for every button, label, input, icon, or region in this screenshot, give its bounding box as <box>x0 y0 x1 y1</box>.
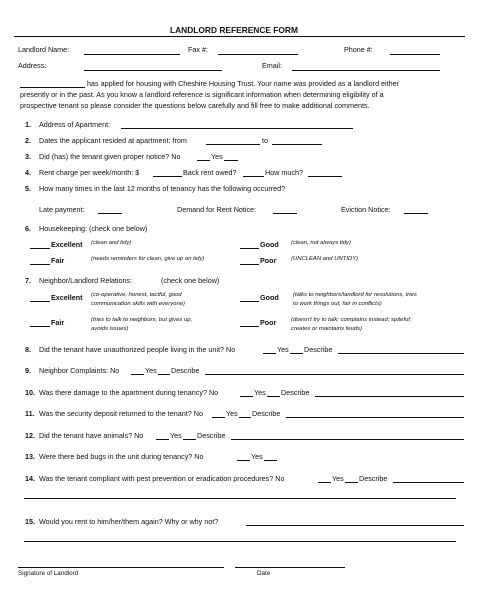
q6-fair-check[interactable] <box>30 264 50 265</box>
signature-label: Signature of Landlord <box>18 570 79 577</box>
q3-text: Did (has) the tenant given proper notice? No <box>39 152 181 161</box>
q5-demand-label: Demand for Rent Notice: <box>177 205 257 214</box>
q10-describe-label: Describe <box>281 388 310 397</box>
q13-yes-field[interactable] <box>264 460 277 461</box>
q6-fair-label: Fair <box>51 256 65 265</box>
q6-poor-check[interactable] <box>240 264 259 265</box>
q13-text: Were there bed bugs in the unit during tenancy? No <box>39 452 204 461</box>
q3-number: 3. <box>25 152 31 161</box>
q7-text: Neighbor/Landlord Relations: <box>39 276 133 285</box>
q13-no-field[interactable] <box>237 460 250 461</box>
q6-good-label: Good <box>260 240 279 249</box>
q5-number: 5. <box>25 184 31 193</box>
title-rule <box>14 36 465 37</box>
q6-good-desc: (clean, not always tidy) <box>291 240 351 246</box>
date-label: Date <box>257 570 271 577</box>
fax-label: Fax #: <box>188 45 208 54</box>
q2-number: 2. <box>25 136 31 145</box>
q4-how-much-field[interactable] <box>308 176 342 177</box>
q8-yes-field[interactable] <box>290 353 303 354</box>
q5-late-label: Late payment: <box>39 205 85 214</box>
q15-answer-field[interactable] <box>246 525 464 526</box>
q3-yes-field[interactable] <box>224 160 238 161</box>
q15-answer-line-2[interactable] <box>24 541 456 542</box>
email-field[interactable] <box>292 70 440 71</box>
q9-text: Neighbor Complaints: No <box>39 366 120 375</box>
address-field[interactable] <box>84 70 222 71</box>
page-title: LANDLORD REFERENCE FORM <box>170 25 298 35</box>
q10-yes-label: Yes <box>254 388 266 397</box>
q14-number: 14. <box>25 474 35 483</box>
q14-text: Was the tenant compliant with pest prevention or eradication procedures? No <box>39 474 285 483</box>
q6-poor-label: Poor <box>260 256 277 265</box>
q8-number: 8. <box>25 345 31 354</box>
q14-no-field[interactable] <box>318 482 331 483</box>
q7-check-label: (check one below) <box>161 276 220 285</box>
q11-text: Was the security deposit returned to the tenant? No <box>39 409 203 418</box>
q14-describe-label: Describe <box>359 474 388 483</box>
fax-field[interactable] <box>218 54 298 55</box>
q7-poor-desc-2: creates or maintains feuds) <box>291 326 363 332</box>
q10-no-field[interactable] <box>240 396 253 397</box>
q12-text: Did the tenant have animals? No <box>39 431 144 440</box>
q4-back-rent-field[interactable] <box>243 176 264 177</box>
q5-demand-field[interactable] <box>273 213 297 214</box>
q7-fair-label: Fair <box>51 318 65 327</box>
q15-text: Would you rent to him/her/them again? Why or why not? <box>39 517 219 526</box>
q7-fair-check[interactable] <box>30 326 50 327</box>
landlord-name-label: Landlord Name: <box>18 45 70 54</box>
q13-yes-label: Yes <box>251 452 263 461</box>
q8-text: Did the tenant have unauthorized people living in the unit? No <box>39 345 236 354</box>
q4-back-rent-label: Back rent owed? <box>183 168 237 177</box>
phone-label: Phone #: <box>344 45 373 54</box>
q7-number: 7. <box>25 276 31 285</box>
q9-no-field[interactable] <box>131 374 144 375</box>
q1-number: 1. <box>25 120 31 129</box>
q7-good-desc-2: to work things out, fair in conflicts) <box>293 301 382 307</box>
q11-describe-label: Describe <box>252 409 281 418</box>
q3-yes-label: Yes <box>211 152 223 161</box>
q10-yes-field[interactable] <box>267 396 280 397</box>
q6-poor-desc: (UNCLEAN and UNTIDY) <box>291 256 359 262</box>
q7-poor-check[interactable] <box>240 326 259 327</box>
q12-describe-label: Describe <box>197 431 226 440</box>
q10-text: Was there damage to the apartment during tenancy? No <box>39 388 219 397</box>
q11-describe-field[interactable] <box>286 417 464 418</box>
q11-no-field[interactable] <box>212 417 225 418</box>
q12-no-field[interactable] <box>156 439 169 440</box>
q15-number: 15. <box>25 517 35 526</box>
q9-describe-label: Describe <box>171 366 200 375</box>
q9-number: 9. <box>25 366 31 375</box>
q6-excellent-check[interactable] <box>30 248 50 249</box>
q7-good-label: Good <box>260 293 279 302</box>
address-label: Address: <box>18 61 47 70</box>
q11-yes-label: Yes <box>226 409 238 418</box>
q14-yes-label: Yes <box>332 474 344 483</box>
q6-good-check[interactable] <box>240 248 259 249</box>
intro-line-2: presently or in the past. As you know a landlord reference is significant information when determining eligibility of a <box>20 90 384 99</box>
q7-good-check[interactable] <box>240 301 259 302</box>
q2-to-label: to <box>262 136 268 145</box>
q5-eviction-label: Eviction Notice: <box>341 205 391 214</box>
q7-excellent-desc-1: (co-operative, honest, tactful, good <box>91 292 182 298</box>
intro-line-3: prospective tenant so please consider the questions below carefully and fill free to make additional comments. <box>20 101 370 110</box>
q3-no-field[interactable] <box>197 160 210 161</box>
phone-field[interactable] <box>390 54 440 55</box>
intro-line-1: has applied for housing with Cheshire Housing Trust. Your name was provided as a landlord either <box>87 79 400 88</box>
q7-excellent-desc-2: communication skills with everyone) <box>91 301 185 307</box>
date-field[interactable] <box>235 567 345 568</box>
q8-describe-field[interactable] <box>338 353 464 354</box>
q11-number: 11. <box>25 409 35 418</box>
q5-text: How many times in the last 12 months of tenancy has the following occurred? <box>39 184 286 193</box>
q8-no-field[interactable] <box>263 353 276 354</box>
q2-to-field[interactable] <box>272 144 322 145</box>
q7-poor-desc-1: (doesn't try to talk; complains instead; spiteful; <box>291 317 412 323</box>
q2-from-field[interactable] <box>206 144 260 145</box>
q7-good-desc-1: (talks to neighbors/landlord for resolutions, tries <box>293 292 417 298</box>
q9-describe-field[interactable] <box>205 374 464 375</box>
q12-yes-field[interactable] <box>183 439 196 440</box>
q8-describe-label: Describe <box>304 345 333 354</box>
q1-answer-field[interactable] <box>121 128 353 129</box>
q6-fair-desc: (needs reminders for clean, give up on tidy) <box>91 256 205 262</box>
q12-describe-field[interactable] <box>231 439 464 440</box>
q7-fair-desc-1: (tries to talk to neighbors, but gives up, <box>91 317 193 323</box>
q14-describe-field[interactable] <box>393 482 464 483</box>
q11-yes-field[interactable] <box>239 417 251 418</box>
q6-text: Housekeeping: (check one below) <box>39 224 148 233</box>
q9-yes-label: Yes <box>145 366 157 375</box>
q13-number: 13. <box>25 452 35 461</box>
q1-text: Address of Apartment: <box>39 120 111 129</box>
q9-yes-field[interactable] <box>158 374 170 375</box>
q4-number: 4. <box>25 168 31 177</box>
q7-fair-desc-2: avoids issues) <box>91 326 129 332</box>
q6-excellent-desc: (clean and tidy) <box>91 240 132 246</box>
q10-number: 10. <box>25 388 35 397</box>
q7-excellent-label: Excellent <box>51 293 83 302</box>
q7-poor-label: Poor <box>260 318 277 327</box>
landlord-name-field[interactable] <box>84 54 180 55</box>
email-label: Email: <box>262 61 282 70</box>
q7-excellent-check[interactable] <box>30 301 50 302</box>
applicant-name-field[interactable] <box>20 87 85 88</box>
q12-number: 12. <box>25 431 35 440</box>
q12-yes-label: Yes <box>170 431 182 440</box>
q4-text: Rent charge per week/month: $ <box>39 168 140 177</box>
q6-excellent-label: Excellent <box>51 240 83 249</box>
q4-how-much-label: How much? <box>265 168 303 177</box>
q14-describe-line-2[interactable] <box>24 498 456 499</box>
q14-yes-field[interactable] <box>345 482 358 483</box>
signature-field[interactable] <box>18 567 224 568</box>
q5-late-field[interactable] <box>98 213 122 214</box>
q2-text: Dates the applicant resided at apartment: from <box>39 136 187 145</box>
q6-number: 6. <box>25 224 31 233</box>
q10-describe-field[interactable] <box>315 396 464 397</box>
q4-rent-field[interactable] <box>153 176 182 177</box>
q8-yes-label: Yes <box>277 345 289 354</box>
q5-eviction-field[interactable] <box>404 213 428 214</box>
